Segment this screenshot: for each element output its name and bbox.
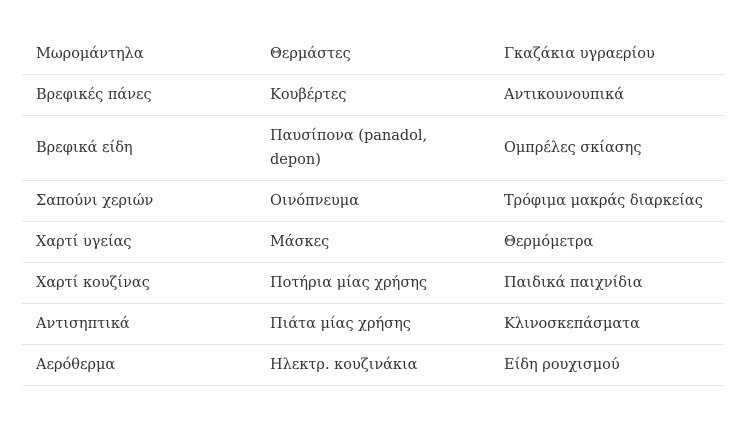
table-row <box>22 304 724 345</box>
table-cell: Γκαζάκια υγραερίου <box>490 34 724 75</box>
table-cell: Αντισηπτικά <box>22 304 256 345</box>
table-cell: Πιάτα μίας χρήσης <box>256 304 490 345</box>
table-row <box>22 345 724 386</box>
table-cell: Βρεφικές πάνες <box>22 75 256 116</box>
items-table <box>22 34 724 386</box>
table-cell: Μάσκες <box>256 222 490 263</box>
table-cell: Οινόπνευμα <box>256 181 490 222</box>
table-cell: Ομπρέλες σκίασης <box>490 116 724 181</box>
table-cell: Αντικουνουπικά <box>490 75 724 116</box>
table-cell: Ποτήρια μίας χρήσης <box>256 263 490 304</box>
table-cell: Σαπούνι χεριών <box>22 181 256 222</box>
table-row <box>22 263 724 304</box>
table-row <box>22 34 724 75</box>
table-cell: Είδη ρουχισμού <box>490 345 724 386</box>
table-cell: Θερμόμετρα <box>490 222 724 263</box>
table-cell: Τρόφιμα μακράς διαρκείας <box>490 181 724 222</box>
table-cell: Χαρτί κουζίνας <box>22 263 256 304</box>
table-row <box>22 116 724 181</box>
table-row <box>22 181 724 222</box>
table-cell: Παιδικά παιχνίδια <box>490 263 724 304</box>
table-cell: Αερόθερμα <box>22 345 256 386</box>
table-row <box>22 222 724 263</box>
table-cell: Κλινοσκεπάσματα <box>490 304 724 345</box>
table-cell: Κουβέρτες <box>256 75 490 116</box>
table-cell: Βρεφικά είδη <box>22 116 256 181</box>
table-cell: Χαρτί υγείας <box>22 222 256 263</box>
table-row <box>22 75 724 116</box>
table-cell: Παυσίπονα (panadol, depon) <box>256 116 490 181</box>
table-cell: Θερμάστες <box>256 34 490 75</box>
page-content <box>22 34 724 386</box>
table-cell: Μωρομάντηλα <box>22 34 256 75</box>
table-cell: Ηλεκτρ. κουζινάκια <box>256 345 490 386</box>
